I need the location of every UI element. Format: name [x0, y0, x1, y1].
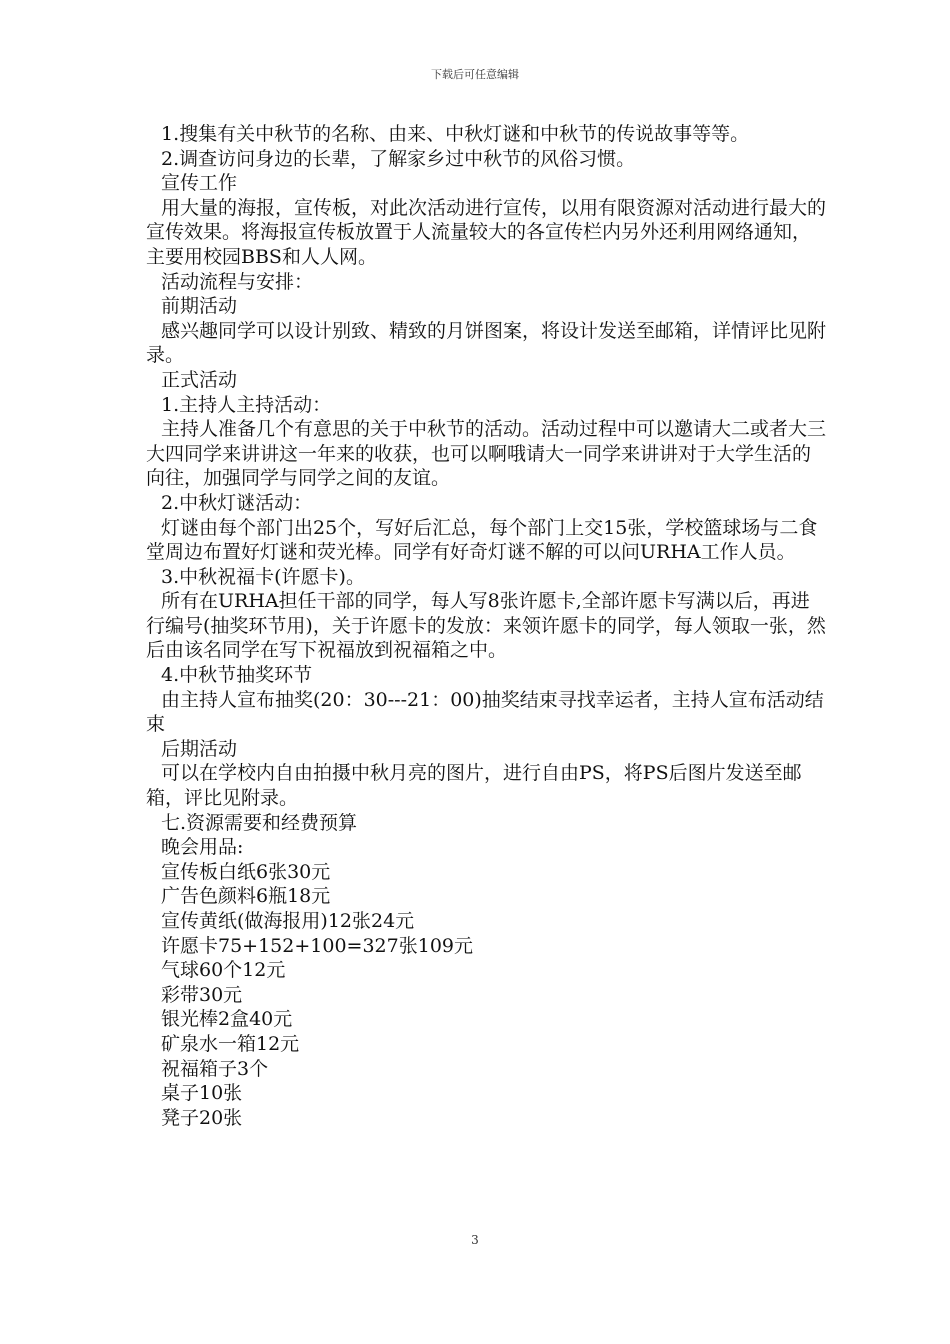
paragraph: 感兴趣同学可以设计别致、精致的月饼图案，将设计发送至邮箱，详情评比见附录。	[146, 319, 827, 367]
budget-item: 祝福箱子3个	[161, 1057, 269, 1080]
budget-item: 许愿卡75+152+100=327张109元	[161, 934, 473, 957]
section-heading: 晚会用品:	[161, 836, 244, 859]
paragraph: 2.调查访问身边的长辈，了解家乡过中秋节的风俗习惯。	[161, 147, 636, 170]
budget-item: 矿泉水一箱12元	[161, 1032, 300, 1055]
budget-item: 银光棒2盒40元	[161, 1008, 293, 1031]
paragraph: 可以在学校内自由拍摄中秋月亮的图片，进行自由PS，将PS后图片发送至邮箱，评比见附录。	[146, 762, 802, 810]
budget-item: 广告色颜料6瓶18元	[161, 885, 331, 908]
document-body	[146, 122, 826, 1130]
budget-item: 彩带30元	[161, 983, 243, 1006]
paragraph: 所有在URHA担任干部的同学，每人写8张许愿卡,全部许愿卡写满以后，再进行编号(抽奖环节用)，关于许愿卡的发放：来领许愿卡的同学，每人领取一张，然后由该名同学在写下祝福放到祝福箱之中。	[146, 590, 826, 662]
page-number: 3	[471, 1233, 479, 1247]
section-heading: 后期活动	[161, 737, 238, 760]
list-item: 1.主持人主持活动：	[161, 393, 332, 416]
budget-item: 凳子20张	[161, 1106, 243, 1129]
paragraph: 由主持人宣布抽奖(20：30---21：00)抽奖结束寻找幸运者，主持人宣布活动结束	[146, 688, 824, 736]
section-heading: 七.资源需要和经费预算	[161, 811, 358, 834]
budget-item: 宣传黄纸(做海报用)12张24元	[161, 910, 415, 932]
budget-item: 宣传板白纸6张30元	[161, 860, 331, 883]
paragraph: 1.搜集有关中秋节的名称、由来、中秋灯谜和中秋节的传说故事等等。	[161, 123, 750, 145]
section-heading: 前期活动	[161, 295, 238, 318]
section-heading: 活动流程与安排：	[161, 270, 314, 293]
list-item: 3.中秋祝福卡(许愿卡)。	[161, 565, 365, 588]
section-heading: 正式活动	[161, 368, 238, 391]
paragraph: 主持人准备几个有意思的关于中秋节的活动。活动过程中可以邀请大二或者大三大四同学来讲讲这一年来的收获，也可以啊哦请大一同学来讲讲对于大学生活的向往，加强同学与同学之间的友谊。	[146, 418, 827, 490]
budget-item: 气球60个12元	[161, 959, 286, 982]
section-heading: 宣传工作	[161, 172, 238, 195]
paragraph: 用大量的海报，宣传板，对此次活动进行宣传，以用有限资源对活动进行最大的宣传效果。将海报宣传板放置于人流量较大的各宣传栏内另外还利用网络通知，主要用校园BBS和人人网。	[146, 196, 827, 268]
page-header: 下载后可任意编辑	[431, 68, 519, 81]
paragraph: 灯谜由每个部门出25个，写好后汇总，每个部门上交15张，学校篮球场与二食堂周边布置好灯谜和荧光棒。同学有好奇灯谜不解的可以问URHA工作人员。	[146, 516, 818, 564]
list-item: 2.中秋灯谜活动：	[161, 491, 313, 514]
list-item: 4.中秋节抽奖环节	[161, 664, 313, 687]
budget-item: 桌子10张	[161, 1082, 243, 1105]
